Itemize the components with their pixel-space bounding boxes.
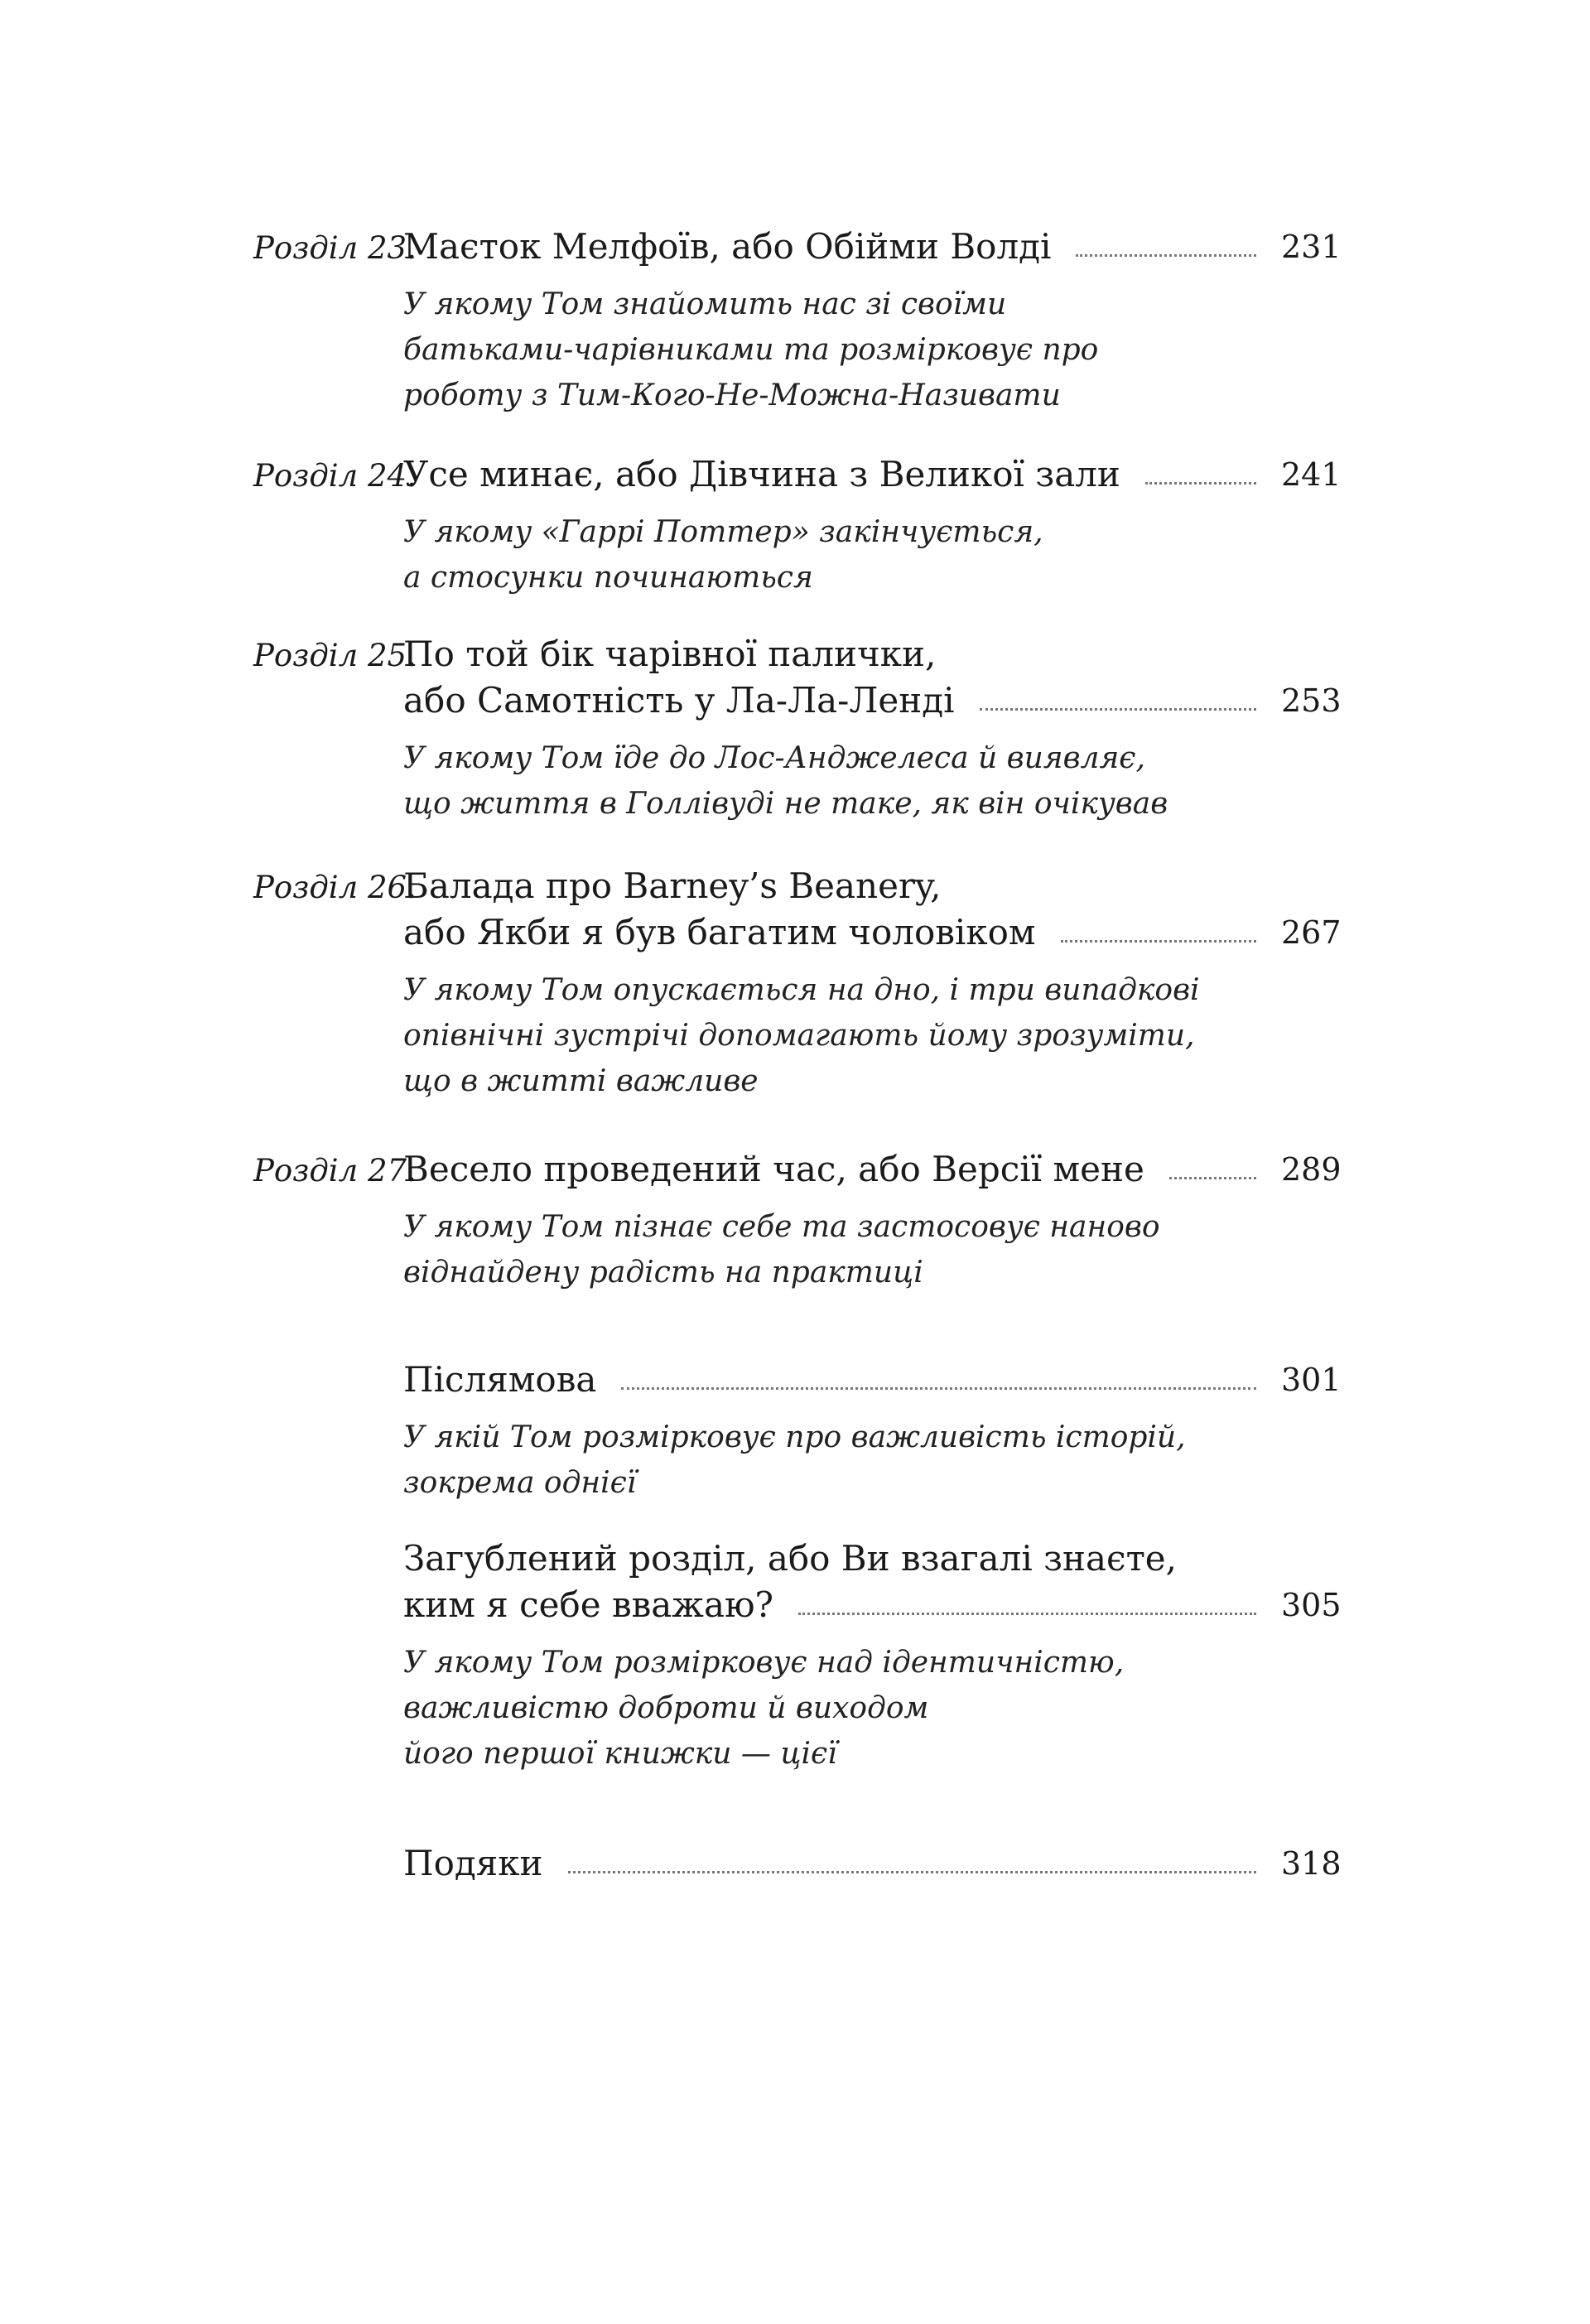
dot-leader [568, 1871, 1256, 1873]
chapter-description-line: важливістю доброти й виходом [403, 1691, 929, 1725]
chapter-description-line: що життя в Голлівуді не таке, як він очікував [403, 787, 1168, 821]
dot-leader [621, 1387, 1256, 1390]
chapter-label: Розділ 23. [253, 230, 417, 266]
page-number: 301 [1281, 1362, 1342, 1398]
chapter-title-line[interactable] [403, 1357, 1342, 1403]
chapter-description-line: У якому Том розмірковує над ідентичністю, [403, 1646, 1125, 1680]
chapter-title-line[interactable] [403, 1582, 1342, 1628]
chapter-title: Подяки [403, 1843, 543, 1883]
chapter-description-line: У якій Том розмірковує про важливість історій, [403, 1420, 1186, 1454]
chapter-label: Розділ 24. [253, 458, 417, 494]
dot-leader [980, 708, 1256, 711]
chapter-title-line[interactable] [403, 1146, 1342, 1193]
page-number: 253 [1281, 682, 1342, 719]
chapter-title: або Якби я був багатим чоловіком [403, 912, 1036, 952]
chapter-description-line: У якому Том їде до Лос-Анджелеса й виявляє, [403, 741, 1145, 775]
page-number: 305 [1281, 1587, 1342, 1623]
dot-leader [798, 1613, 1256, 1615]
chapter-description-line: батьками-чарівниками та розмірковує про [403, 333, 1099, 367]
dot-leader [1169, 1177, 1256, 1179]
chapter-title-line[interactable] [403, 224, 1342, 270]
chapter-description-line: опівнічні зустрічі допомагають йому зрозуміти, [403, 1019, 1195, 1053]
chapter-title: Усе минає, або Дівчина з Великої зали [403, 454, 1120, 494]
dot-leader [1061, 940, 1256, 943]
chapter-description-line: його першої книжки — цієї [403, 1737, 837, 1771]
page-number: 267 [1281, 914, 1342, 951]
chapter-title-line[interactable] [403, 677, 1342, 724]
chapter-description-line: що в житті важливе [403, 1064, 759, 1098]
chapter-title: Післямова [403, 1359, 597, 1400]
page-number: 231 [1281, 229, 1342, 265]
chapter-title: Балада про Barney’s Beanery, [403, 865, 942, 906]
chapter-description-line: віднайдену радість на практиці [403, 1256, 923, 1290]
chapter-title-line[interactable] [403, 1840, 1342, 1887]
chapter-title-line[interactable] [403, 909, 1342, 956]
chapter-title: Маєток Мелфоїв, або Обійми Волді [403, 226, 1052, 267]
chapter-title: Загублений розділ, або Ви взагалі знаєте, [403, 1538, 1178, 1579]
chapter-title: По той бік чарівної палички, [403, 634, 937, 674]
page-number: 289 [1281, 1151, 1342, 1188]
chapter-title-line[interactable] [403, 451, 1342, 498]
chapter-description-line: У якому Том знайомить нас зі своїми [403, 287, 1007, 321]
chapter-title: або Самотність у Ла-Ла-Ленді [403, 680, 955, 721]
chapter-label: Розділ 26. [253, 870, 417, 905]
page-number: 241 [1281, 456, 1342, 493]
chapter-title: ким я себе вважаю? [403, 1584, 774, 1625]
chapter-description-line: У якому «Гаррі Поттер» закінчується, [403, 515, 1043, 549]
chapter-description-line: У якому Том опускається на дно, і три випадкові [403, 973, 1200, 1007]
chapter-description-line: зокрема однієї [403, 1466, 637, 1500]
chapter-label: Розділ 25. [253, 638, 417, 673]
chapter-title: Весело проведений час, або Версії мене [403, 1149, 1144, 1189]
chapter-description-line: а стосунки починаються [403, 561, 813, 595]
chapter-description-line: роботу з Тим-Кого-Не-Можна-Називати [403, 378, 1061, 412]
chapter-label: Розділ 27. [253, 1153, 417, 1189]
dot-leader [1076, 254, 1256, 257]
dot-leader [1145, 482, 1256, 485]
page-number: 318 [1281, 1845, 1342, 1882]
chapter-description-line: У якому Том пізнає себе та застосовує наново [403, 1210, 1160, 1244]
